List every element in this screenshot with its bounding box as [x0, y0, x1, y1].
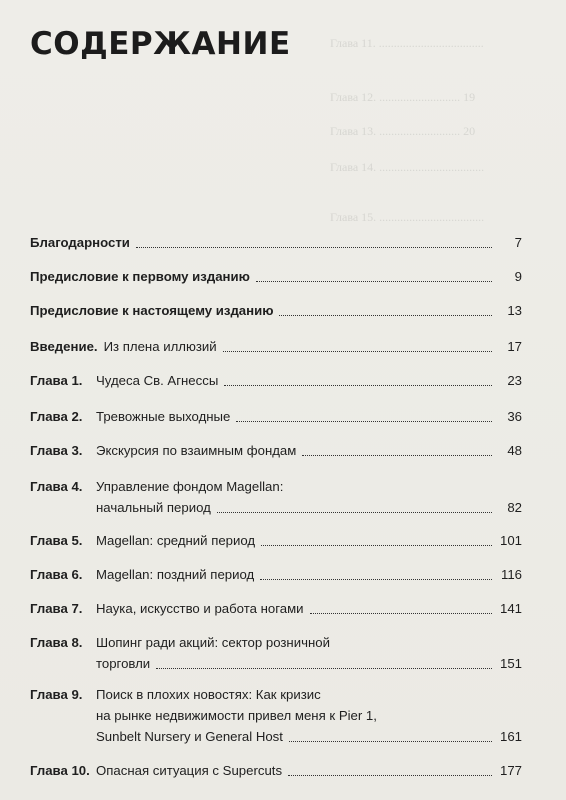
toc-entry[interactable] — [30, 760, 522, 781]
toc-entry-label: Предисловие к первому изданию — [30, 269, 250, 284]
toc-entry-page: 48 — [507, 443, 522, 458]
toc-entry-title: Чудеса Св. Агнессы — [96, 373, 219, 388]
toc-entry-title: Управление фондом Magellan: — [96, 479, 284, 494]
toc-entry-page: 151 — [499, 656, 522, 671]
dot-leader — [256, 281, 492, 282]
toc-entry[interactable] — [30, 440, 522, 461]
toc-entry-page: 9 — [514, 269, 522, 284]
toc-entry-title: Magellan: средний период — [96, 533, 256, 548]
toc-entry[interactable] — [30, 406, 522, 427]
dot-leader — [288, 775, 492, 776]
dot-leader — [261, 545, 492, 546]
dot-leader — [279, 315, 492, 316]
toc-entry-title-line: Sunbelt Nursery и General Host — [96, 729, 283, 744]
toc-entry-label: Глава 8. — [30, 635, 83, 650]
toc-entry-page: 13 — [507, 303, 522, 318]
toc-entry-page: 7 — [514, 235, 522, 250]
toc-entry[interactable] — [30, 684, 522, 747]
toc-entry-label: Глава 10. — [30, 763, 90, 778]
toc-entry-label: Глава 7. — [30, 601, 83, 616]
toc-entry[interactable] — [30, 564, 522, 585]
show-through-text: Глава 13. ........................... 20 — [330, 124, 476, 138]
toc-entry-page: 36 — [507, 409, 522, 424]
toc-entry-label: Предисловие к настоящему изданию — [30, 303, 274, 318]
toc-entry-title: Magellan: поздний период — [96, 567, 255, 582]
toc-entry-title: Тревожные выходные — [96, 409, 231, 424]
toc-entry[interactable] — [30, 598, 522, 619]
show-through-text: Глава 14. ................................... — [330, 160, 485, 174]
dot-leader — [223, 351, 492, 352]
toc-entry-page: 82 — [507, 500, 522, 515]
toc-entry-title-line: начальный период — [96, 500, 211, 515]
toc-entry-label: Благодарности — [30, 235, 130, 250]
toc-entry-title: Из плена иллюзий — [103, 339, 217, 354]
show-through-text: Глава 11. ................................... — [330, 36, 484, 50]
dot-leader — [136, 247, 492, 248]
toc-entry[interactable] — [30, 632, 522, 674]
toc-entry-title: Экскурсия по взаимным фондам — [96, 443, 297, 458]
toc-entry[interactable] — [30, 530, 522, 551]
toc-entry-page: 116 — [500, 567, 522, 582]
toc-entry-title: Наука, искусство и работа ногами — [96, 601, 304, 616]
dot-leader — [302, 455, 492, 456]
toc-entry-label: Глава 5. — [30, 533, 83, 548]
toc-entry[interactable] — [30, 370, 522, 391]
toc-entry-title-line: на рынке недвижимости привел меня к Pier 1, — [96, 708, 377, 723]
page-title: СОДЕРЖАНИЕ — [30, 26, 291, 62]
toc-entry[interactable] — [30, 266, 522, 287]
toc-entry-title-line: торговли — [96, 656, 151, 671]
toc-entry-page: 161 — [499, 729, 522, 744]
toc-entry[interactable] — [30, 476, 522, 518]
toc-entry-label: Глава 9. — [30, 687, 83, 702]
toc-entry[interactable] — [30, 336, 522, 357]
dot-leader — [224, 385, 492, 386]
toc-entry[interactable] — [30, 232, 522, 253]
dot-leader — [156, 668, 492, 669]
toc-entry-page: 101 — [499, 533, 522, 548]
toc-entry-title: Поиск в плохих новостях: Как кризис — [96, 687, 321, 702]
dot-leader — [260, 579, 492, 580]
toc-entry-label: Глава 1. — [30, 373, 83, 388]
toc-entry-title: Опасная ситуация с Supercuts — [96, 763, 283, 778]
toc-entry-page: 141 — [499, 601, 522, 616]
toc-entry-page: 23 — [507, 373, 522, 388]
dot-leader — [217, 512, 492, 513]
show-through-text: Глава 12. ........................... 19 — [330, 90, 476, 104]
dot-leader — [310, 613, 492, 614]
toc-entry-page: 17 — [507, 339, 522, 354]
toc-entry-label: Введение. — [30, 339, 98, 354]
show-through-text: Глава 15. ................................... — [330, 210, 485, 224]
dot-leader — [236, 421, 492, 422]
toc-entry-title: Шопинг ради акций: сектор розничной — [96, 635, 330, 650]
dot-leader — [289, 741, 492, 742]
toc-entry-label: Глава 4. — [30, 479, 83, 494]
toc-entry-label: Глава 6. — [30, 567, 83, 582]
toc-entry-page: 177 — [499, 763, 522, 778]
toc-entry[interactable] — [30, 300, 522, 321]
toc-entry-label: Глава 3. — [30, 443, 83, 458]
toc-entry-label: Глава 2. — [30, 409, 83, 424]
